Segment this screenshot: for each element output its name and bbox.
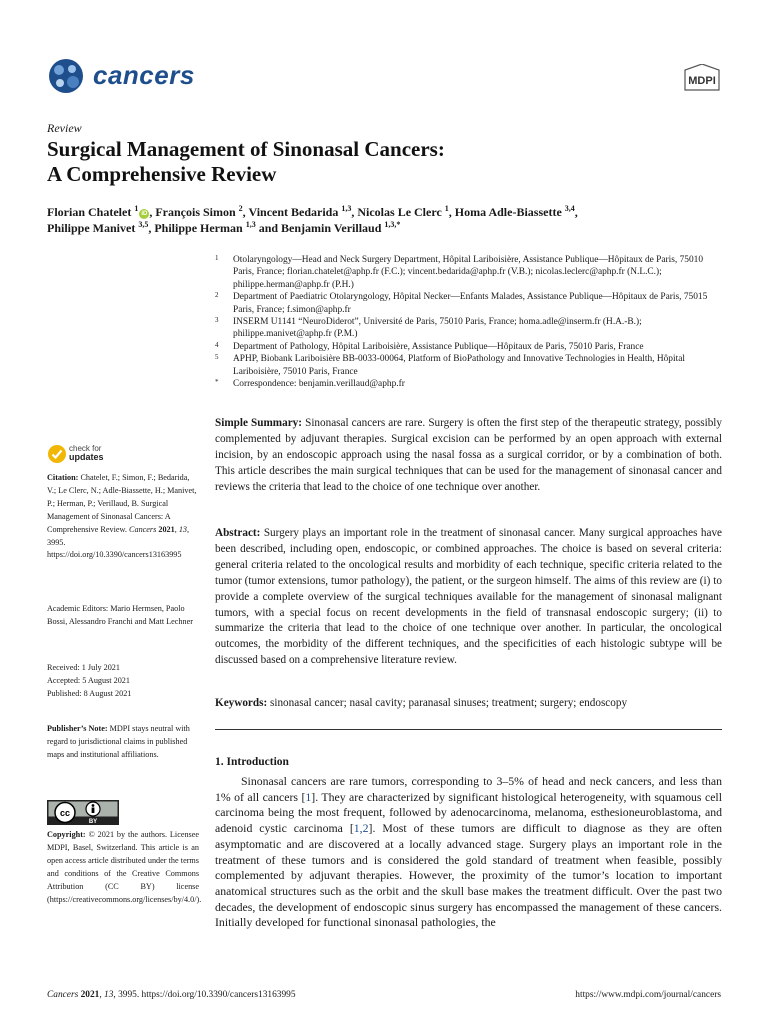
title-line-1: Surgical Management of Sinonasal Cancers: xyxy=(47,137,445,161)
affiliation-item xyxy=(215,341,725,353)
author-affil-sup: 1,3,* xyxy=(384,220,401,229)
cc-by-text: BY xyxy=(88,819,98,825)
author-name[interactable]: Florian Chatelet xyxy=(47,205,132,219)
keywords-text: sinonasal cancer; nasal cavity; paranasal sinuses; treatment; surgery; endoscopy xyxy=(270,697,628,709)
section-heading-introduction: 1. Introduction xyxy=(215,756,289,768)
affiliation-item xyxy=(215,353,725,378)
publisher-note-text: MDPI stays neutral with regard to jurisdictional claims in published maps and institutional affiliations. xyxy=(47,724,190,759)
author-affil-sup: 2 xyxy=(238,204,243,213)
author-affil-sup: 1,3 xyxy=(245,220,256,229)
author-name[interactable]: Benjamin Verillaud xyxy=(281,221,382,235)
affiliation-item xyxy=(215,316,725,341)
copyright-block xyxy=(47,829,202,906)
intro-text-1: Sinonasal cancers are rare tumors, corresponding to 3–5% of head and neck cancers, and less than 1% of all cancers [ xyxy=(215,774,722,804)
footer-doi[interactable]: , 3995. https://doi.org/10.3390/cancers13163995 xyxy=(113,990,296,1000)
footer-volume: 13 xyxy=(104,990,114,1000)
author-name[interactable]: Homa Adle-Biassette xyxy=(454,205,562,219)
affiliation-item xyxy=(215,378,725,390)
correspondence-text[interactable]: Correspondence: benjamin.verillaud@aphp.fr xyxy=(233,379,405,390)
check-updates-line-1: check for xyxy=(69,444,102,453)
author-name[interactable]: Nicolas Le Clerc xyxy=(357,205,442,219)
citation-text: Chatelet, F.; Simon, F.; Bedarida, V.; Le Clerc, N.; Adle-Biassette, H.; Manivet, P.; Herman, P.; Verillaud, B. Surgical Management of Sinonasal Cancers: A Comprehensive Review. xyxy=(47,473,197,534)
abstract xyxy=(215,526,722,669)
affiliation-item xyxy=(215,291,725,316)
footer-journal-url[interactable]: https://www.mdpi.com/journal/cancers xyxy=(575,990,721,1000)
author-affil-sup: 3,4 xyxy=(564,204,575,213)
mdpi-logo-icon[interactable] xyxy=(681,64,723,94)
affiliation-number: 1 xyxy=(215,254,219,262)
author-name[interactable]: Philippe Manivet xyxy=(47,221,136,235)
copyright-label: Copyright: xyxy=(47,830,86,839)
author-line-1: Florian Chatelet $^1$iD , François Simon $^2$, Vincent Bedarida $^{1,3}$, Nicolas Le Clerc $^1$, Homa Adle-Biassette $^{3,4}$, xyxy=(47,204,578,219)
citation-year: 2021 xyxy=(158,524,175,534)
article-type: Review xyxy=(47,121,82,135)
article-title xyxy=(47,137,707,187)
published-date: Published: 8 August 2021 xyxy=(47,688,132,698)
affiliation-list xyxy=(215,254,725,390)
publication-dates xyxy=(47,662,199,701)
citation-volume: 13 xyxy=(178,524,188,534)
affiliation-text: INSERM U1141 “NeuroDiderot”, Université de Paris, 75010 Paris, France; homa.adle@inserm.fr (H.A.-B.); philippe.manivet@aphp.fr (P.M.) xyxy=(233,317,642,340)
intro-text-3: ]. Most of these tumors are difficult to diagnose as they are often asymptomatic and are discovered at a locally advanced stage. Surgery plays an important role in the treatment of these tumors and is considered the gold standard of treatment when feasible, possibly complemented by adjuvant therapies. However, the proximity of the tumor’s location to important anatomical structures such as the orbit and the skull base makes the treatment difficult. Over the past two decades, the development of endoscopic sinus surgery has encompassed the management of these cancers. Initially developed for functional sinonasal pathologies, the xyxy=(215,821,723,930)
footer-year: 2021 xyxy=(80,990,100,1000)
cc-by-license-icon[interactable] xyxy=(47,800,119,825)
author-name[interactable]: Vincent Bedarida xyxy=(248,205,339,219)
affiliation-number: 4 xyxy=(215,340,219,349)
journal-name[interactable]: cancers xyxy=(93,60,195,90)
received-date: Received: 1 July 2021 xyxy=(47,663,120,672)
simple-summary-text: Sinonasal cancers are rare. Surgery is often the first step of the therapeutic strategy, possibly complemented by adjuvant therapies. Surgical excision can be performed by an open approach with external incision, by an endoscopic approach using the nasal fossa as a surgical corridor, or by a combination of both. This article describes the main surgical techniques that can be used for the management of sinonasal cancer and reviews the criteria that lead to the choice of one technique over another. xyxy=(215,417,723,493)
simple-summary xyxy=(215,416,722,496)
title-line-2: A Comprehensive Review xyxy=(47,162,277,186)
affiliation-text: Otolaryngology—Head and Neck Surgery Department, Hôpital Lariboisière, Assistance Publique—Hôpitaux de Paris, 75010 Paris, France; florian.chatelet@aphp.fr (F.C.); vincent.bedarida@aphp.fr (V.B.); nicolas.leclerc@aphp.fr (N.L.C.); philippe.herman@aphp.fr (P.H.) xyxy=(233,255,704,290)
check-updates-link[interactable] xyxy=(47,440,157,470)
citation-block: Citation: Chatelet, F.; Simon, F.; Bedarida, V.; Le Clerc, N.; Adle-Biassette, H.; Manivet, P.; Herman, P.; Verillaud, B. Surgical Management of Sinonasal Cancers: A Comprehensive Review. Cancers 2021, 13, 3995. https://doi.org/10.3390/cancers13163995 xyxy=(47,473,197,560)
intro-text-2: ]. They are characterized by significant histological heterogeneity, with squamous cell carcinoma being the most frequent, followed by adenocarcinoma, melanoma, esthesioneuroblastoma, and adenoid cystic carcinoma [ xyxy=(215,789,722,836)
affiliation-number: * xyxy=(215,378,219,387)
check-updates-icon xyxy=(47,444,67,464)
author-line-2: Philippe Manivet $^{3,5}$, Philippe Herman $^{1,3}$ and Benjamin Verillaud $^{1,3,*}$ xyxy=(47,220,401,235)
check-updates-text xyxy=(69,444,104,462)
keywords-label: Keywords: xyxy=(215,697,268,709)
journal-header xyxy=(47,58,723,94)
academic-editors: Academic Editors: Mario Hermsen, Paolo Bossi, Alessandro Franchi and Matt Lechner xyxy=(47,604,193,626)
check-updates-line-2: updates xyxy=(69,452,104,462)
abstract-label: Abstract: xyxy=(215,527,261,539)
abstract-text: Surgery plays an important role in the treatment of sinonasal cancer. Many surgical approaches have been described, including open, endoscopic, or combined approaches. The choice is based on several criteria: general criteria related to the oncological results and morbidity of each technique, specific criteria related to the tumor (tumor extensions, tumor pathology), the patient, or the surgeon himself. The aims of this review are (i) to provide a complete overview of the surgical techniques available for the management of sinonasal malignant tumors, with a special focus on recent developments in the field of transnasal endoscopic surgery; (ii) to summarize the criteria that lead to the choice of one technique over another. In particular, the oncological outcomes, the morbidity of the different techniques, and the specificities of each histologic subtype will be discussed based on a comprehensive literature review. xyxy=(215,527,722,667)
citation-doi[interactable]: , 3995. https://doi.org/10.3390/cancers13163995 xyxy=(47,524,190,560)
affiliation-number: 5 xyxy=(215,353,219,362)
keywords xyxy=(215,696,722,712)
simple-summary-label: Simple Summary: xyxy=(215,417,302,429)
publisher-note xyxy=(47,723,199,762)
citation-label: Citation: xyxy=(47,473,79,482)
reference-link[interactable]: 1,2 xyxy=(353,821,369,836)
author-name[interactable]: François Simon xyxy=(155,205,236,219)
mdpi-logo-text: MDPI xyxy=(688,75,716,87)
affiliation-text: APHP, Biobank Lariboisière BB-0033-00064, Platform of BioPathology and Innovative Technologies in Health, Hôpital Lariboisière, 75010 Paris, France xyxy=(233,354,685,377)
citation-journal: Cancers xyxy=(129,524,157,534)
affiliation-number: 3 xyxy=(215,316,219,325)
author-list xyxy=(47,204,727,236)
footer-citation: Cancers 2021, 13, 3995. https://doi.org/10.3390/cancers13163995 xyxy=(47,990,296,1000)
svg-text:cc: cc xyxy=(59,808,71,818)
author-affil-sup: 1,3 xyxy=(341,204,352,213)
author-name[interactable]: Philippe Herman xyxy=(154,221,243,235)
reference-link[interactable]: 1 xyxy=(305,789,312,804)
author-affil-sup: 3,5 xyxy=(138,220,149,229)
affiliation-text: Department of Paediatric Otolaryngology, Hôpital Necker—Enfants Malades, Assistance Publique—Hôpitaux de Paris, 75015 Paris, France; f.simon@aphp.fr xyxy=(233,292,708,315)
author-affil-sup: 1 xyxy=(134,204,139,213)
copyright-text: © 2021 by the authors. Licensee MDPI, Basel, Switzerland. This article is an open access article distributed under the terms and conditions of the Creative Commons Attribution (CC BY) license (https://creativecommons.org/licenses/by/4.0/). xyxy=(47,830,202,904)
author-and: and xyxy=(258,221,279,235)
introduction-paragraph xyxy=(215,774,722,931)
affiliation-number: 2 xyxy=(215,291,219,300)
accepted-date: Accepted: 5 August 2021 xyxy=(47,675,130,685)
author-affil-sup: 1 xyxy=(444,204,449,213)
publisher-note-label: Publisher’s Note: xyxy=(47,724,108,733)
orcid-icon[interactable]: iD xyxy=(141,211,148,217)
affiliation-text: Department of Pathology, Hôpital Lariboisière, Assistance Publique—Hôpitaux de Paris, 75010 Paris, France xyxy=(233,341,644,352)
section-divider xyxy=(215,729,722,730)
affiliation-item xyxy=(215,254,725,291)
cancers-journal-icon xyxy=(47,58,85,94)
footer-journal: Cancers xyxy=(47,990,79,1000)
